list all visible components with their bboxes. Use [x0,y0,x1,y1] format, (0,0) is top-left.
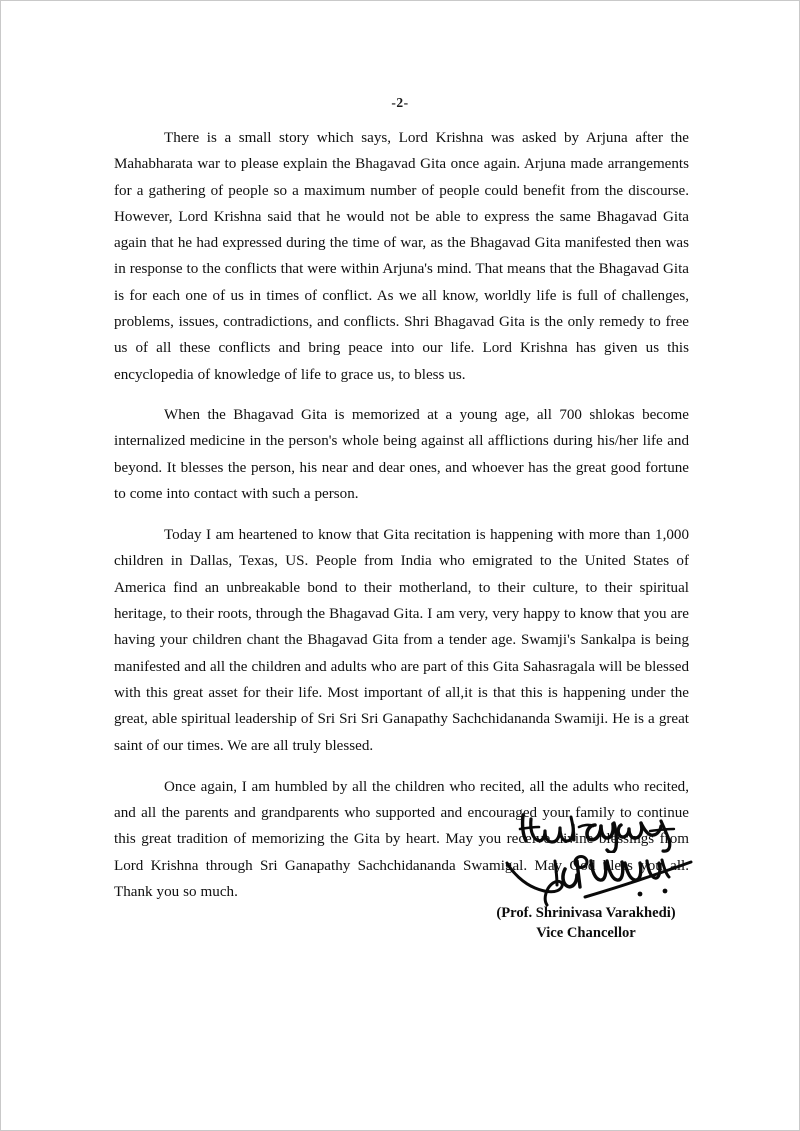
signatory-title: Vice Chancellor [536,925,636,941]
signature-block [431,903,741,943]
letter-body [114,125,689,905]
paragraph-4: Once again, I am humbled by all the children who recited, all the adults who recited, and all the parents and grandparents who supported and encouraged your family to continue this great tradition of memorizing the Gita by heart. May you receive divine blessings from Lord Krishna through Sri Ganapathy Sachchidananda Swamigal. May God bless you all. Thank you so much. [114,778,689,901]
page-number: -2- [391,95,409,110]
paragraph-2: When the Bhagavad Gita is memorized at a young age, all 700 shlokas become internalized medicine in the person's whole being against all afflictions during his/her life and beyond. It blesses the person, his near and dear ones, and whoever has the great good fortune to come into contact with such a person. [114,406,689,502]
paragraph-1: There is a small story which says, Lord Krishna was asked by Arjuna after the Mahabharata war to please explain the Bhagavad Gita once again. Arjuna made arrangements for a gathering of people so a maximum number of people could benefit from the discourse. However, Lord Krishna said that he would not be able to express the same Bhagavad Gita again that he had expressed during the time of war, as the Bhagavad Gita manifested then was in response to the conflicts that were within Arjuna's mind. That means that the Bhagavad Gita is for each one of us in times of conflict. As we all know, worldly life is full of challenges, problems, issues, contradictions, and conflicts. Shri Bhagavad Gita is the only remedy to free us of all these conflicts and bring peace into our life. Lord Krishna has given us this encyclopedia of knowledge of life to grace us, to bless us. [114,130,689,383]
paragraph-3: Today I am heartened to know that Gita recitation is happening with more than 1,000 children in Dallas, Texas, US. People from India who emigrated to the United States of America find an unbreakable bond to their motherland, to their culture, to their spiritual heritage, to their roots, through the Bhagavad Gita. I am very, very happy to know that you are having your children chant the Bhagavad Gita from a tender age. Swamji's Sankalpa is being manifested and all the children and adults who are part of this Gita Sahasragala will be blessed with this great asset for their life. Most important of all,it is that this is happening under the great, able spiritual leadership of Sri Sri Sri Ganapathy Sachchidananda Swamiji. He is a great saint of our times. We are all truly blessed. [114,527,689,754]
signatory-name: (Prof. Shrinivasa Varakhedi) [496,905,676,921]
